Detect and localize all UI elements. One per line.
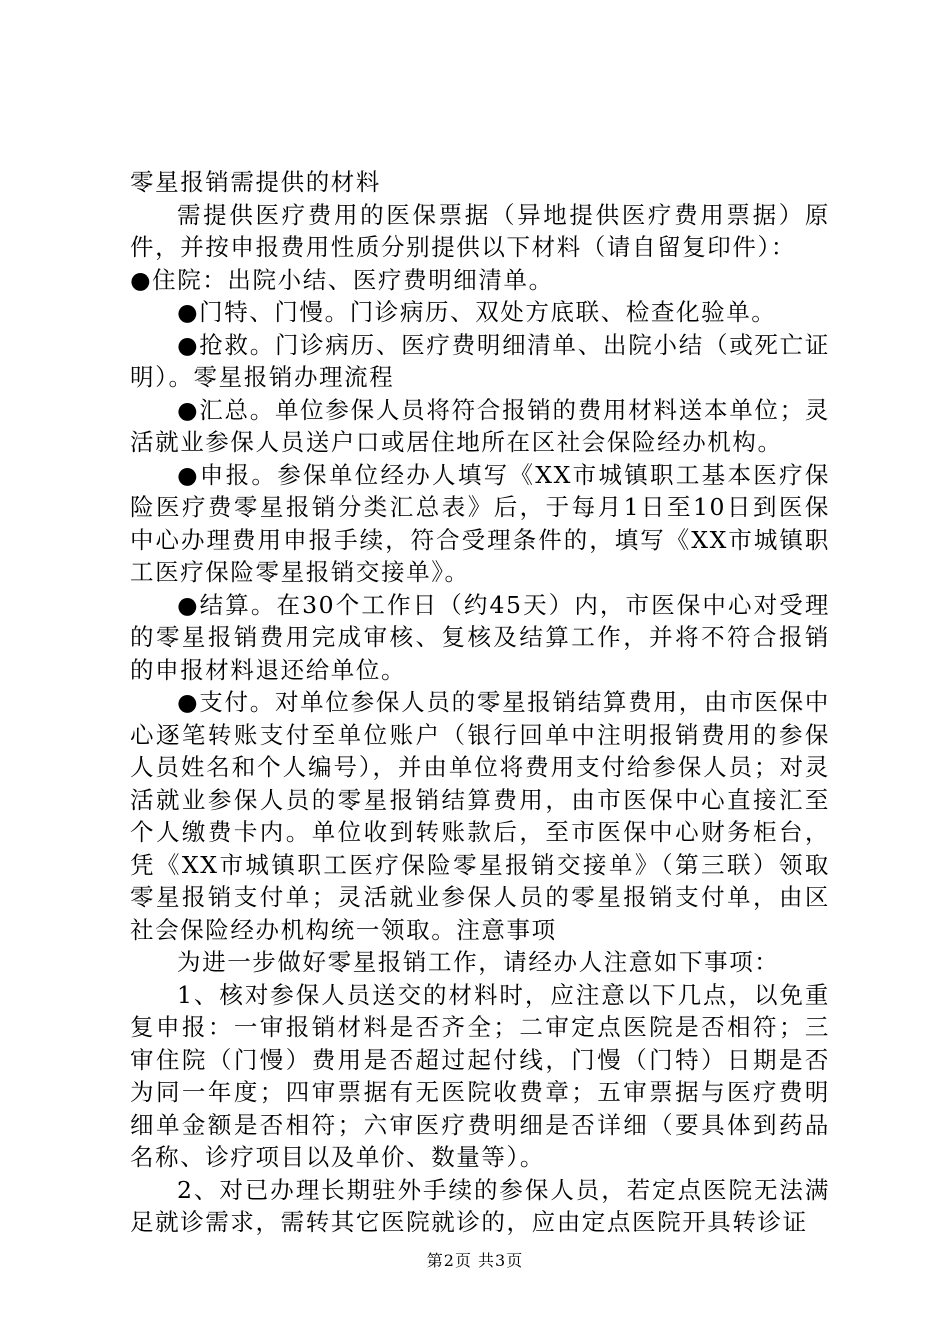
paragraph-intro: 需提供医疗费用的医保票据（异地提供医疗费用票据）原件，并按申报费用性质分别提供以下材料（请自留复印件）： [130,200,830,261]
list-item-declare: ●申报。参保单位经办人填写《XX市城镇职工基本医疗保险医疗费零星报销分类汇总表》后，于每月1日至10日到医保中心办理费用申报手续，符合受理条件的，填写《XX市城镇职工医疗保险零星报销交接单》。 [130,460,830,586]
paragraph-notice-2: 2、对已办理长期驻外手续的参保人员，若定点医院无法满足就诊需求，需转其它医院就诊的，应由定点医院开具转诊证 [130,1175,830,1236]
list-item-summary: ●汇总。单位参保人员将符合报销的费用材料送本单位；灵活就业参保人员送户口或居住地所在区社会保险经办机构。 [130,395,830,456]
paragraph-notice-1: 1、核对参保人员送交的材料时，应注意以下几点，以免重复申报：一审报销材料是否齐全；二审定点医院是否相符；三审住院（门慢）费用是否超过起付线，门慢（门特）日期是否为同一年度；四审票据有无医院收费章；五审票据与医疗费明细单金额是否相符；六审医疗费明细是否详细（要具体到药品名称、诊疗项目以及单价、数量等）。 [130,980,830,1171]
page-footer: 第2页 共3页 [426,1251,524,1270]
list-item-payment: ●支付。对单位参保人员的零星报销结算费用，由市医保中心逐笔转账支付至单位账户（银行回单中注明报销费用的参保人员姓名和个人编号），并由单位将费用支付给参保人员；对灵活就业参保人员的零星报销结算费用，由市医保中心直接汇至个人缴费卡内。单位收到转账款后，至市医保中心财务柜台，凭《XX市城镇职工医疗保险零星报销交接单》（第三联）领取零星报销支付单；灵活就业参保人员的零星报销支付单，由区社会保险经办机构统一领取。注意事项 [130,688,830,944]
list-item-settlement: ●结算。在30个工作日（约45天）内，市医保中心对受理的零星报销费用完成审核、复核及结算工作，并将不符合报销的申报材料退还给单位。 [130,590,830,684]
section-heading-materials: 零星报销需提供的材料 [130,168,381,196]
list-item-outpatient: ●门特、门慢。门诊病历、双处方底联、检查化验单。 [177,298,777,326]
paragraph-notice-intro: 为进一步做好零星报销工作，请经办人注意如下事项： [177,948,780,976]
list-item-rescue: ●抢救。门诊病历、医疗费明细清单、出院小结（或死亡证明）。零星报销办理流程 [130,330,830,391]
document-body [130,166,830,1239]
list-item-inpatient: ●住院：出院小结、医疗费明细清单。 [130,265,554,294]
